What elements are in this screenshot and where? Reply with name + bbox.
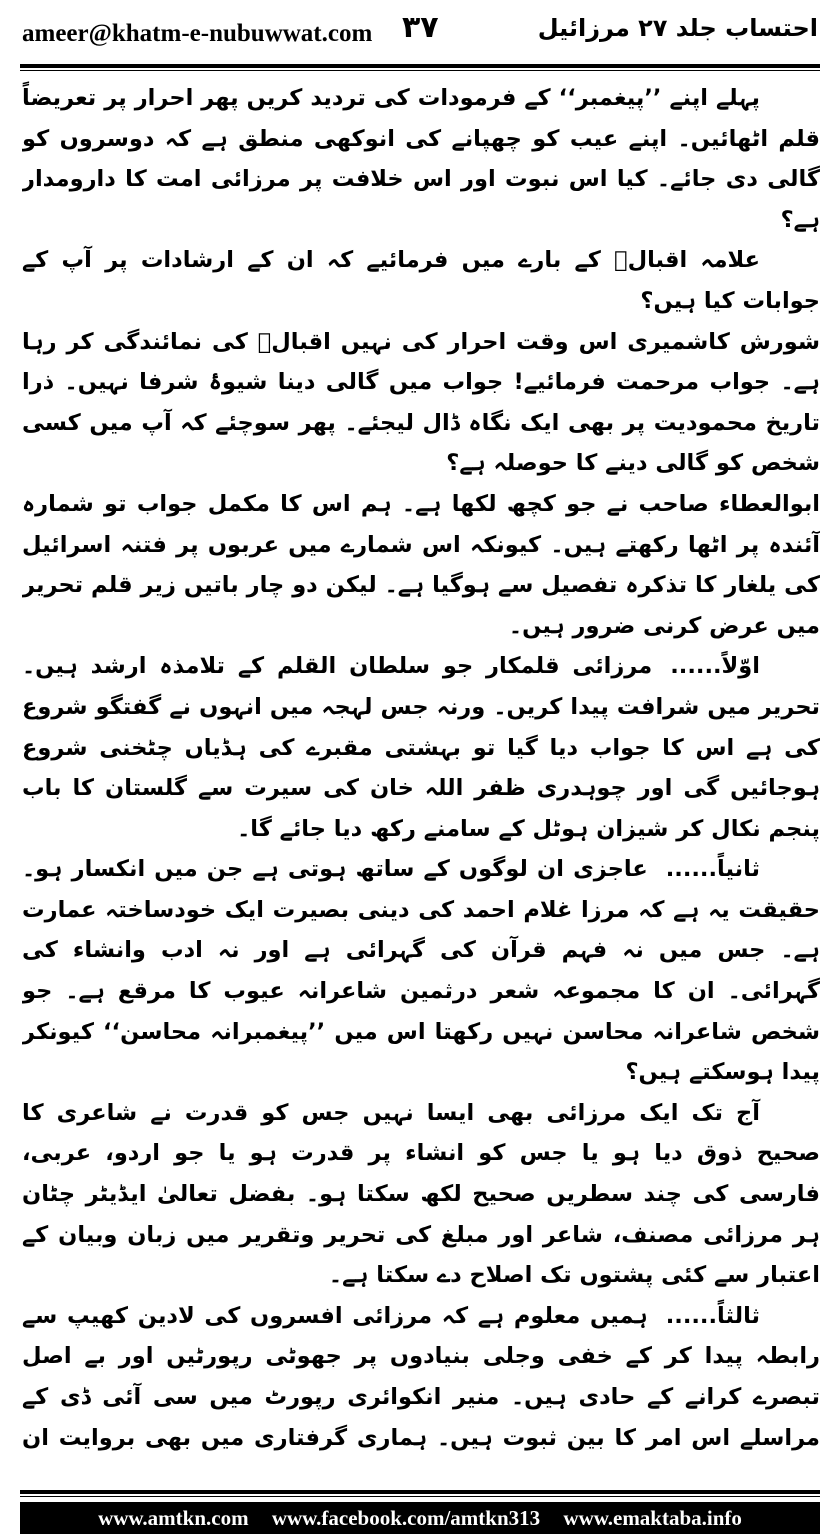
paragraph-1: پہلے اپنے ’’پیغمبر‘‘ کے فرمودات کی تردید کریں پھر احرار پر تعریضاً قلم اٹھائیں۔ اپنے عیب کو چھپانے کی انوکھی منطق ہے کہ دوسروں کو گالی دی جائے۔ کیا اس نبوت اور اس خلافت پر مرزائی امت کا دارومدار ہے؟ bbox=[22, 85, 820, 233]
header-email: ameer@khatm-e-nubuwwat.com bbox=[22, 20, 373, 47]
paragraph-6-text: عاجزی ان لوگوں کے ساتھ ہوتی ہے جن میں انکسار ہو۔ حقیقت یہ ہے کہ مرزا غلام احمد کی دینی بصیرت ایک خودساختہ عمارت ہے۔ جس میں نہ فہم قرآن کی گہرائی ہے اور نہ ادب وانشاء کی گہرائی۔ ان کا مجموعہ شعر درثمین شاعرانہ عیوب کا مرقع ہے۔ جو شخص شاعرانہ محاسن نہیں رکھتا اس میں ’’پیغمبرانہ محاسن‘‘ کیونکر پیدا ہوسکتے ہیں؟ bbox=[22, 856, 820, 1086]
footer-link-amtkn[interactable]: www.amtkn.com bbox=[98, 1506, 249, 1530]
paragraph-2: علامہ اقبالؒ کے بارے میں فرمائیے کہ ان کے ارشادات پر آپ کے جوابات کیا ہیں؟ bbox=[22, 247, 820, 314]
footer-rule-thick bbox=[20, 1490, 820, 1494]
paragraph-3: شورش کاشمیری اس وقت احرار کی نہیں اقبالؒ کی نمائندگی کر رہا ہے۔ جواب مرحمت فرمائیے! جواب میں گالی دینا شیوۂ شرفا نہیں۔ ذرا تاریخ محمودیت پر بھی ایک نگاہ ڈال لیجئے۔ پھر سوچئے کہ آپ میں کسی شخص کو گالی دینے کا حوصلہ ہے؟ bbox=[22, 328, 820, 477]
header-rule-thin bbox=[20, 70, 820, 71]
paragraph-7: آج تک ایک مرزائی بھی ایسا نہیں جس کو قدرت نے شاعری کا صحیح ذوق دیا ہو یا جس کو انشاء پر قدرت ہو یا جو اردو، عربی، فارسی کی چند سطریں صحیح لکھ سکتا ہو۔ بفضل تعالیٰ ایڈیٹر چٹان ہر مرزائی مصنف، شاعر اور مبلغ کی تحریر وتقریر میں زبان وبیان کے اعتبار سے کئی پشتوں تک اصلاح دے سکتا ہے۔ bbox=[22, 1099, 820, 1289]
book-title: احتساب جلد ۲۷ مرزائیل bbox=[537, 14, 818, 42]
paragraph-4: ابوالعطاء صاحب نے جو کچھ لکھا ہے۔ ہم اس کا مکمل جواب تو شمارہ آئندہ پر اٹھا رکھتے ہیں۔ کیونکہ اس شمارے میں عربوں پر فتنہ اسرائیل کی یلغار کا تذکرہ تفصیل سے ہوگیا ہے۔ لیکن دو چار باتیں زیر قلم تحریر میں عرض کرنی ضرور ہیں۔ bbox=[22, 490, 820, 639]
paragraph-6 bbox=[22, 849, 820, 1093]
page-header bbox=[0, 0, 840, 64]
article-body bbox=[22, 78, 820, 1458]
footer-rule-thin bbox=[20, 1496, 820, 1497]
paragraph-5 bbox=[22, 646, 820, 849]
point-marker-first: اوّلاً...... bbox=[670, 653, 760, 680]
paragraph-8 bbox=[22, 1296, 820, 1458]
footer-link-facebook[interactable]: www.facebook.com/amtkn313 bbox=[271, 1506, 541, 1530]
page-number: ۳۷ bbox=[402, 10, 439, 45]
footer-link-emaktaba[interactable]: www.emaktaba.info bbox=[563, 1506, 742, 1530]
header-rule-thick bbox=[20, 64, 820, 68]
point-marker-third: ثالثاً...... bbox=[665, 1302, 760, 1329]
paragraph-8-text: ہمیں معلوم ہے کہ مرزائی افسروں کی لادین کھیپ سے رابطہ پیدا کر کے خفی وجلی بنیادوں پر جھوٹی رپورٹیں اور بے اصل تبصرے کرانے کے حادی ہیں۔ منیر انکوائری رپورٹ میں سی آئی ڈی کے مراسلے اس امر کا بین ثبوت ہیں۔ ہماری گرفتاری میں بھی بروایت ان bbox=[22, 1302, 820, 1451]
footer-links-bar bbox=[20, 1502, 820, 1534]
point-marker-second: ثانیاً...... bbox=[665, 856, 760, 883]
paragraph-5-text: مرزائی قلمکار جو سلطان القلم کے تلامذہ ارشد ہیں۔ تحریر میں شرافت پیدا کریں۔ ورنہ جس لہجہ میں انہوں نے گفتگو شروع کی ہے اس کا جواب دیا گیا تو بہشتی مقبرے کی ہڈیاں چٹخنی شروع ہوجائیں گی اور چوہدری ظفر اللہ خان کی سیرت سے گلستان کا باب پنجم نکال کر شیزان ہوٹل کے سامنے رکھ دیا جائے گا۔ bbox=[22, 653, 820, 842]
